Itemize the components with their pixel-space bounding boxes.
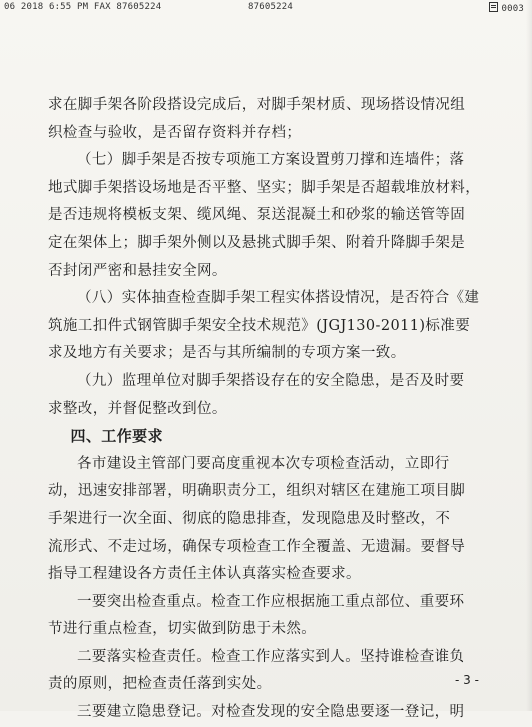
- body-line: 节进行重点检查，切实做到防患于未然。: [48, 621, 317, 638]
- body-line: （九）监理单位对脚手架搭设存在的安全隐患，是否及时要: [77, 372, 465, 389]
- body-line: 三要建立隐患登记。对检查发现的安全隐患要逐一登记，明: [77, 704, 465, 721]
- fax-page-icon: [489, 2, 498, 12]
- body-line: 求在脚手架各阶段搭设完成后，对脚手架材质、现场搭设情况组: [48, 97, 466, 113]
- body-line: 地式脚手架搭设场地是否平整、坚实；脚手架是否超载堆放材料，: [48, 179, 481, 196]
- scan-edge-shadow: [526, 0, 532, 711]
- body-line: （七）脚手架是否按专项施工方案设置剪刀撑和连墙件；落: [77, 152, 465, 169]
- fax-number: 87605224: [248, 2, 293, 12]
- body-text: [48, 92, 482, 727]
- body-line: 各市建设主管部门要高度重视本次专项检查活动，立即行: [77, 455, 450, 472]
- fax-header: [4, 2, 524, 16]
- fax-page-number: 0003: [501, 4, 524, 14]
- fax-datetime: 06 2018 6:55 PM FAX 87605224: [4, 2, 162, 12]
- page-number: - 3 -: [455, 673, 479, 687]
- body-line: 二要落实检查责任。检查工作应落实到人。坚持谁检查谁负: [77, 648, 465, 665]
- body-line: 责的原则，把检查责任落到实处。: [48, 676, 272, 693]
- body-line: （八）实体抽查检查脚手架工程实体搭设情况，是否符合《建: [77, 290, 480, 307]
- body-line: 指导工程建设各方责任主体认真落实检查要求。: [48, 566, 361, 583]
- body-line: 求整改，并督促整改到位。: [48, 400, 227, 417]
- body-line: 动，迅速安排部署，明确职责分工，组织对辖区在建施工项目脚: [48, 483, 466, 500]
- body-line: 流形式、不走过场，确保专项检查工作全覆盖、无遗漏。要督导: [48, 538, 466, 555]
- body-line: 手架进行一次全面、彻底的隐患排查，发现隐患及时整改，不: [48, 510, 451, 527]
- fax-page-indicator: [489, 2, 524, 14]
- body-line: 求及地方有关要求；是否与其所编制的专项方案一致。: [48, 345, 406, 362]
- body-line: 织检查与验收，是否留存资料并存档；: [48, 124, 302, 141]
- section-heading: 四、工作要求: [70, 427, 163, 446]
- body-line: 否封闭严密和悬挂安全网。: [48, 262, 227, 279]
- body-line: 是否违规将模板支架、缆风绳、泵送混凝土和砂浆的输送管等固: [48, 207, 466, 224]
- body-line: 定在架体上；脚手架外侧以及悬挑式脚手架、附着升降脚手架是: [48, 234, 466, 251]
- body-line: 一要突出检查重点。检查工作应根据施工重点部位、重要环: [77, 593, 465, 610]
- body-line: 筑施工扣件式钢管脚手架安全技术规范》(JGJ130-2011)标准要: [48, 317, 471, 334]
